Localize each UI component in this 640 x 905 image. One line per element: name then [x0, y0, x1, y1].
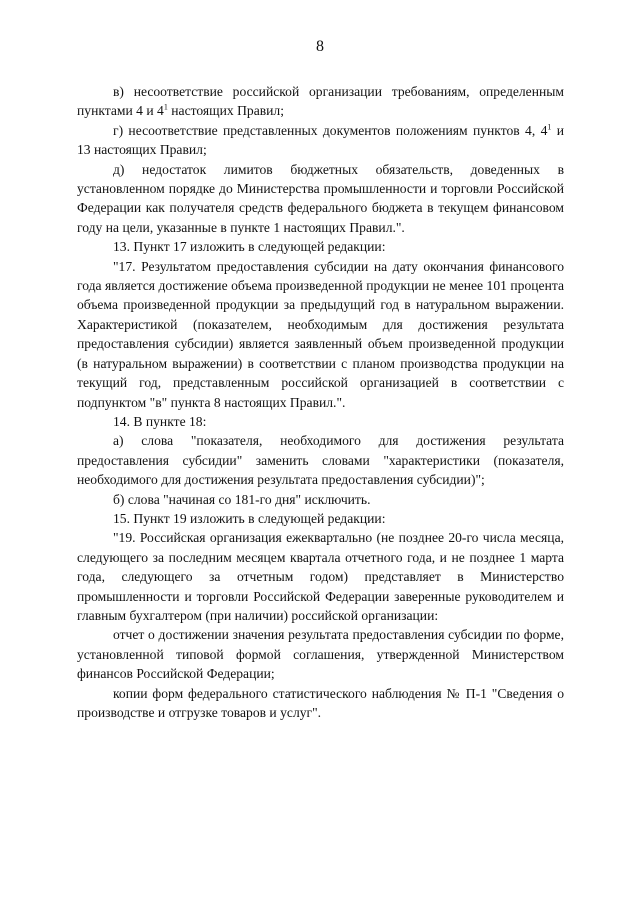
paragraph-13: 13. Пункт 17 изложить в следующей редакции:	[113, 239, 386, 255]
paragraph-report: отчет о достижении значения результата предоставления субсидии по форме, установленной типовой формой соглашения, утвержденной Министерством финансов Российской Федерации;	[77, 627, 564, 682]
paragraph-g: г) несоответствие представленных документов положениям пунктов 4, $4^1$ и 13 настоящих Правил;	[77, 122, 564, 158]
paragraph-17-text: "17. Результатом предоставления субсидии на дату окончания финансового года является достижение объема произведенной продукции не менее 101 процента объема произведенной продукции за предыдущий год в натуральном выражении. Характеристикой (показателем, необходимым для достижения результата предоставления субсидии) является заявленный объем произведенной продукции (в натуральном выражении) в соответствии с планом производства продукции на текущий год, представленным российской организацией в соответствии с подпунктом "в" пункта 8 настоящих Правил.".	[77, 258, 564, 410]
paragraph-v: в) несоответствие российской организации требованиям, определенным пунктами 4 и $4^1$ настоящих Правил;	[77, 84, 564, 119]
paragraph-copies: копии форм федерального статистического наблюдения № П-1 "Сведения о производстве и отгрузке товаров и услуг".	[77, 685, 564, 720]
paragraph-14: 14. В пункте 18:	[113, 413, 207, 429]
paragraph-15: 15. Пункт 19 изложить в следующей редакции:	[113, 510, 386, 526]
page-number: 8	[316, 38, 324, 55]
paragraph-19-text: "19. Российская организация ежеквартально (не позднее 20-го числа месяца, следующего за последним месяцем квартала отчетного года, и не позднее 1 марта года, следующего за отчетным годом) представляет в Министерство промышленности и торговли Российской Федерации заверенные руководителем и главным бухгалтером (при наличии) российской организации:	[77, 530, 564, 623]
document-body	[77, 82, 564, 722]
paragraph-d: д) недостаток лимитов бюджетных обязательств, доведенных в установленном порядке до Министерства промышленности и торговли Российской Федерации как получателя средств федерального бюджета в текущем финансовом году на цели, указанные в пункте 1 настоящих Правил.".	[77, 161, 564, 235]
paragraph-14b: б) слова "начиная со 181-го дня" исключить.	[113, 491, 371, 507]
paragraph-14a: а) слова "показателя, необходимого для достижения результата предоставления субсидии" заменить словами "характеристики (показателя, необходимого для достижения результата предоставления субсидии)";	[77, 433, 564, 488]
